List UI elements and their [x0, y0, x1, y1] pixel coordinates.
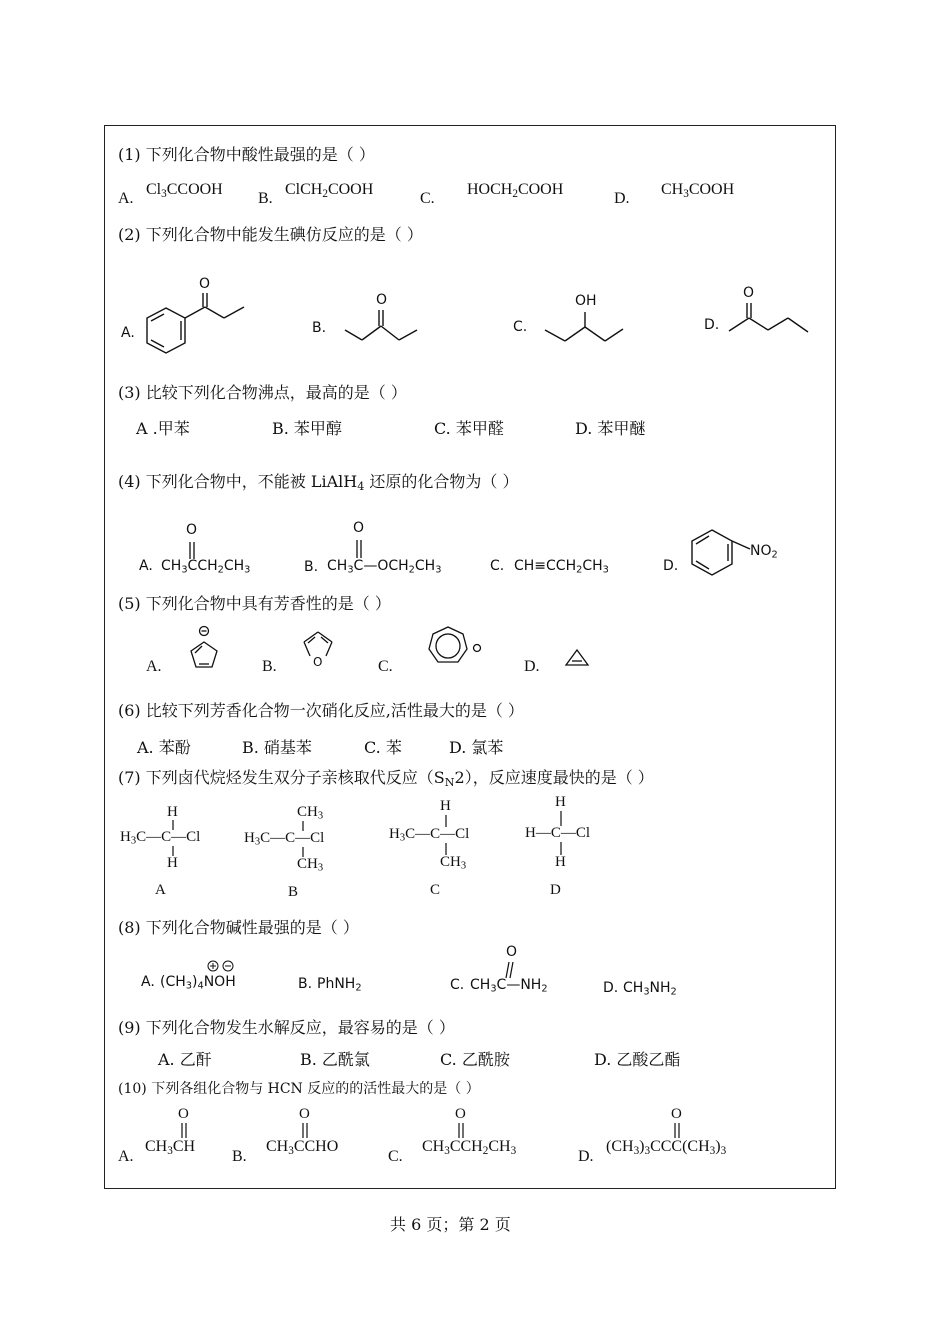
- q5-option-d-label: D.: [524, 658, 540, 675]
- q7-b-formula: $H_3C—C—Cl$: [244, 830, 325, 848]
- q8-stem: (8) 下列化合物碱性最强的是（ ）: [118, 918, 359, 937]
- q1-option-c-label: C.: [420, 190, 435, 207]
- q10-option-c-label: C.: [388, 1148, 403, 1165]
- q9-option-b: B. 乙酰氯: [300, 1050, 370, 1069]
- q10-option-a-formula: $CH_3CH$: [145, 1138, 196, 1157]
- q8-option-b-formula: PhNH$_2$: [317, 976, 362, 994]
- q6-option-d: D. 氯苯: [449, 738, 504, 757]
- q5-b-oxygen: O: [313, 655, 323, 669]
- q8-option-b-label: B.: [298, 976, 313, 992]
- q10-option-d-formula: $(CH_3)_3CCC(CH_3)_3$: [606, 1138, 727, 1157]
- q4-option-a-formula: $CH_3CCH_2CH_3$: [161, 558, 251, 576]
- q4-d-nitro-group: $NO_2$: [750, 543, 778, 561]
- q10-option-b-label: B.: [232, 1148, 247, 1165]
- q2-option-c-label: C.: [513, 319, 528, 335]
- q7-option-a-label: A: [155, 882, 166, 898]
- q8-option-a-formula: $(CH_3)_4NOH$: [160, 974, 236, 992]
- q2-c-hydroxyl: OH: [575, 293, 597, 309]
- q7-a-formula: $H_3C—C—Cl$: [120, 829, 201, 847]
- q4-option-c-label: C.: [490, 558, 505, 574]
- q7-c-bottom-methyl: $CH_3$: [440, 854, 467, 872]
- q8-option-c-formula: $CH_3C—NH_2$: [470, 977, 548, 995]
- q6-option-b: B. 硝基苯: [242, 738, 312, 757]
- q7-a-top-h: H: [167, 804, 178, 820]
- q7-c-formula: $H_3C—C—Cl$: [389, 826, 470, 844]
- q1-option-c-formula: $HOCH_2COOH$: [467, 181, 564, 200]
- q7-c-top-h: H: [440, 798, 451, 814]
- q7-d-bottom-h: H: [555, 854, 566, 870]
- q4-option-b-formula: $CH_3C—OCH_2CH_3$: [327, 558, 442, 576]
- q2-option-d-label: D.: [704, 317, 720, 333]
- q5-option-a-label: A.: [146, 658, 162, 675]
- q7-a-bottom-h: H: [167, 855, 178, 871]
- q4-a-oxygen: O: [186, 522, 198, 538]
- page-footer: 共 6 页；第 2 页: [390, 1215, 511, 1234]
- q1-option-d-formula: $CH_3COOH$: [661, 181, 735, 200]
- q6-option-a: A. 苯酚: [137, 738, 191, 757]
- q2-option-b-label: B.: [312, 320, 327, 336]
- q1-option-b-label: B.: [258, 190, 273, 207]
- q4-option-d-label: D.: [663, 558, 679, 574]
- q1-stem: (1) 下列化合物中酸性最强的是（ ）: [118, 145, 375, 164]
- q6-stem: (6) 比较下列芳香化合物一次硝化反应,活性最大的是（ ）: [118, 701, 524, 720]
- q5-option-c-label: C.: [378, 658, 393, 675]
- q3-stem: (3) 比较下列化合物沸点，最高的是（ ）: [118, 383, 407, 402]
- q10-option-c-formula: $CH_3CCH_2CH_3$: [422, 1138, 517, 1157]
- q1-option-b-formula: ClCH$_2$COOH: [285, 181, 374, 200]
- q7-option-d-label: D: [550, 882, 561, 898]
- q8-option-d-label: D.: [603, 980, 619, 996]
- q1-option-a-formula: $Cl_3CCOOH$: [146, 181, 223, 200]
- q7-b-bottom-methyl: $CH_3$: [297, 856, 324, 874]
- q8-option-a-label: A.: [141, 974, 155, 990]
- q7-b-top-methyl: $CH_3$: [297, 804, 324, 822]
- q3-option-b: B. 苯甲醇: [272, 419, 342, 438]
- q1-option-a-label: A.: [118, 190, 134, 207]
- q7-option-c-label: C: [430, 882, 441, 898]
- q6-option-c: C. 苯: [364, 738, 402, 757]
- q4-option-a-label: A.: [139, 558, 153, 574]
- q4-option-c-formula: $CH\equiv CCH_2CH_3$: [514, 558, 609, 576]
- q8-c-oxygen: O: [506, 944, 518, 960]
- q9-option-d: D. 乙酸乙酯: [594, 1050, 681, 1069]
- q10-option-d-label: D.: [578, 1148, 594, 1165]
- q9-option-a: A. 乙酐: [158, 1050, 212, 1069]
- q5-option-b-label: B.: [262, 658, 277, 675]
- q10-stem: (10) 下列各组化合物与 HCN 反应的的活性最大的是（ ）: [118, 1081, 480, 1097]
- q10-c-oxygen: O: [455, 1106, 466, 1122]
- q10-option-b-formula: $CH_3CCHO$: [266, 1138, 339, 1157]
- q5-stem: (5) 下列化合物中具有芳香性的是（ ）: [118, 594, 391, 613]
- q3-option-c: C. 苯甲醛: [434, 419, 504, 438]
- q10-d-oxygen: O: [671, 1106, 682, 1122]
- q4-b-oxygen: O: [353, 520, 365, 536]
- q7-stem: (7) 下列卤代烷烃发生双分子亲核取代反应$(S_N2)$，反应速度最快的是（ ）: [118, 768, 654, 789]
- q1-option-d-label: D.: [614, 190, 630, 207]
- q2-a-oxygen: O: [199, 276, 211, 292]
- q9-stem: (9) 下列化合物发生水解反应，最容易的是（ ）: [118, 1018, 455, 1037]
- q2-stem: (2) 下列化合物中能发生碘仿反应的是（ ）: [118, 225, 423, 244]
- q8-option-d-formula: $CH_3NH_2$: [623, 980, 677, 998]
- q7-d-formula: H—C—Cl: [525, 825, 591, 841]
- q2-option-a-label: A.: [121, 325, 135, 341]
- q3-option-d: D. 苯甲醚: [575, 419, 646, 438]
- q4-stem: (4) 下列化合物中，不能被 LiAlH$_4$ 还原的化合物为（ ）: [118, 472, 519, 493]
- q9-option-c: C. 乙酰胺: [440, 1050, 510, 1069]
- q2-d-oxygen: O: [743, 285, 755, 301]
- q10-b-oxygen: O: [299, 1106, 310, 1122]
- q10-option-a-label: A.: [118, 1148, 134, 1165]
- q7-option-b-label: B: [288, 884, 299, 900]
- q2-b-oxygen: O: [376, 292, 388, 308]
- q4-option-b-label: B.: [304, 559, 319, 575]
- q7-d-top-h: H: [555, 794, 566, 810]
- q8-option-c-label: C.: [450, 977, 465, 993]
- q10-a-oxygen: O: [178, 1106, 189, 1122]
- q3-option-a: A .甲苯: [136, 419, 190, 438]
